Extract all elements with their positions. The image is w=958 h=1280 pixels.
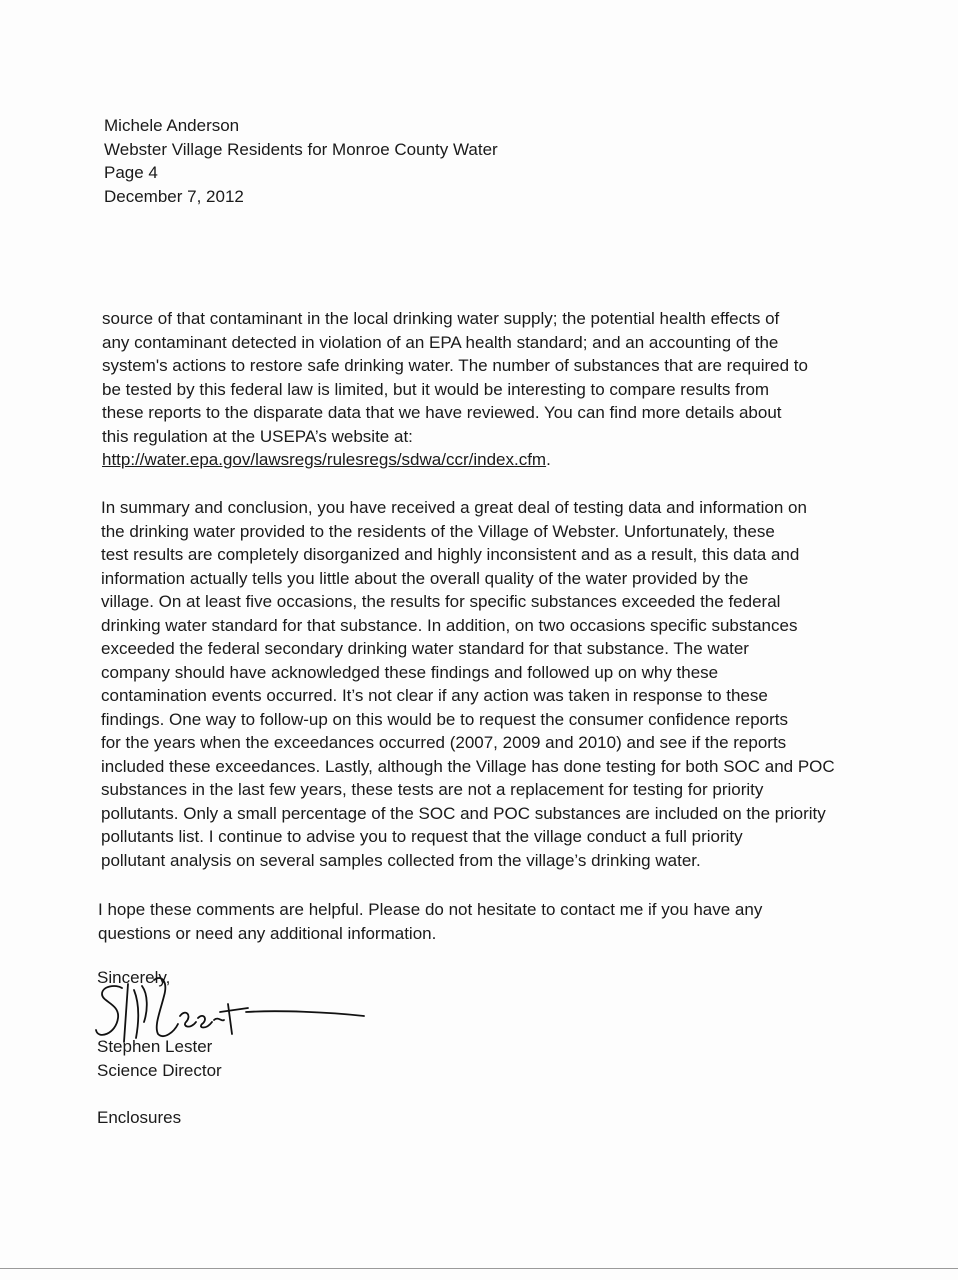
text-line: exceeded the federal secondary drinking water standard for that substance. The water: [101, 639, 749, 658]
letter-header: [104, 114, 498, 208]
salutation: Sincerely,: [97, 968, 171, 987]
text-line: the drinking water provided to the residents of the Village of Webster. Unfortunately, these: [101, 521, 775, 541]
link-period: .: [546, 450, 551, 469]
text-line: for the years when the exceedances occurred (2007, 2009 and 2010) and see if the reports: [101, 733, 787, 752]
text-line: this regulation at the USEPA’s website at:: [102, 426, 413, 446]
page-bottom-rule: [0, 1268, 958, 1269]
text-line: any contaminant detected in violation of an EPA health standard; and an accounting of the: [102, 332, 779, 352]
paragraph-ccr-regulation: [102, 307, 808, 472]
text-line: source of that contaminant in the local drinking water supply; the potential health effects of: [102, 309, 780, 328]
text-line: be tested by this federal law is limited, but it would be interesting to compare results from: [102, 379, 770, 399]
recipient-name: Michele Anderson: [104, 116, 240, 135]
recipient-organization: Webster Village Residents for Monroe County Water: [104, 139, 498, 159]
text-line: test results are completely disorganized and highly inconsistent and as a result, this data and: [101, 545, 800, 564]
text-line: questions or need any additional information.: [98, 923, 437, 943]
link-line: [102, 448, 808, 472]
signer-title: Science Director: [97, 1061, 222, 1080]
text-line: company should have acknowledged these findings and followed up on why these: [101, 662, 719, 682]
signature-text: SLester: [88, 960, 92, 961]
text-line: village. On at least five occasions, the results for specific substances exceeded the federal: [101, 592, 781, 611]
text-line: I hope these comments are helpful. Please do not hesitate to contact me if you have any: [98, 900, 763, 919]
enclosures-note: Enclosures: [97, 1108, 182, 1127]
text-line: these reports to the disparate data that we have reviewed. You can find more details about: [102, 403, 782, 422]
page-number: Page 4: [104, 163, 158, 182]
text-line: contamination events occurred. It’s not clear if any action was taken in response to these: [101, 686, 768, 705]
signer-name: Stephen Lester: [97, 1037, 213, 1056]
text-line: pollutant analysis on several samples collected from the village’s drinking water.: [101, 850, 701, 870]
text-line: pollutants list. I continue to advise you to request that the village conduct a full priority: [101, 827, 743, 846]
usepa-ccr-link[interactable]: http://water.epa.gov/lawsregs/rulesregs/sdwa/ccr/index.cfm: [102, 450, 547, 469]
text-line: pollutants. Only a small percentage of the SOC and POC substances are included on the priority: [101, 803, 826, 823]
text-line: included these exceedances. Lastly, although the Village has done testing for both SOC and POC: [101, 756, 835, 776]
text-line: findings. One way to follow-up on this would be to request the consumer confidence reports: [101, 709, 788, 729]
letter-date: December 7, 2012: [104, 186, 244, 206]
text-line: system's actions to restore safe drinking water. The number of substances that are required to: [102, 356, 808, 375]
paragraph-closing-remarks: [98, 898, 762, 945]
text-line: drinking water standard for that substance. In addition, on two occasions specific substances: [101, 615, 798, 635]
text-line: substances in the last few years, these tests are not a replacement for testing for priority: [101, 780, 764, 799]
paragraph-summary: [101, 496, 835, 872]
text-line: information actually tells you little about the overall quality of the water provided by the: [101, 568, 749, 588]
text-line: In summary and conclusion, you have received a great deal of testing data and information on: [101, 498, 807, 517]
